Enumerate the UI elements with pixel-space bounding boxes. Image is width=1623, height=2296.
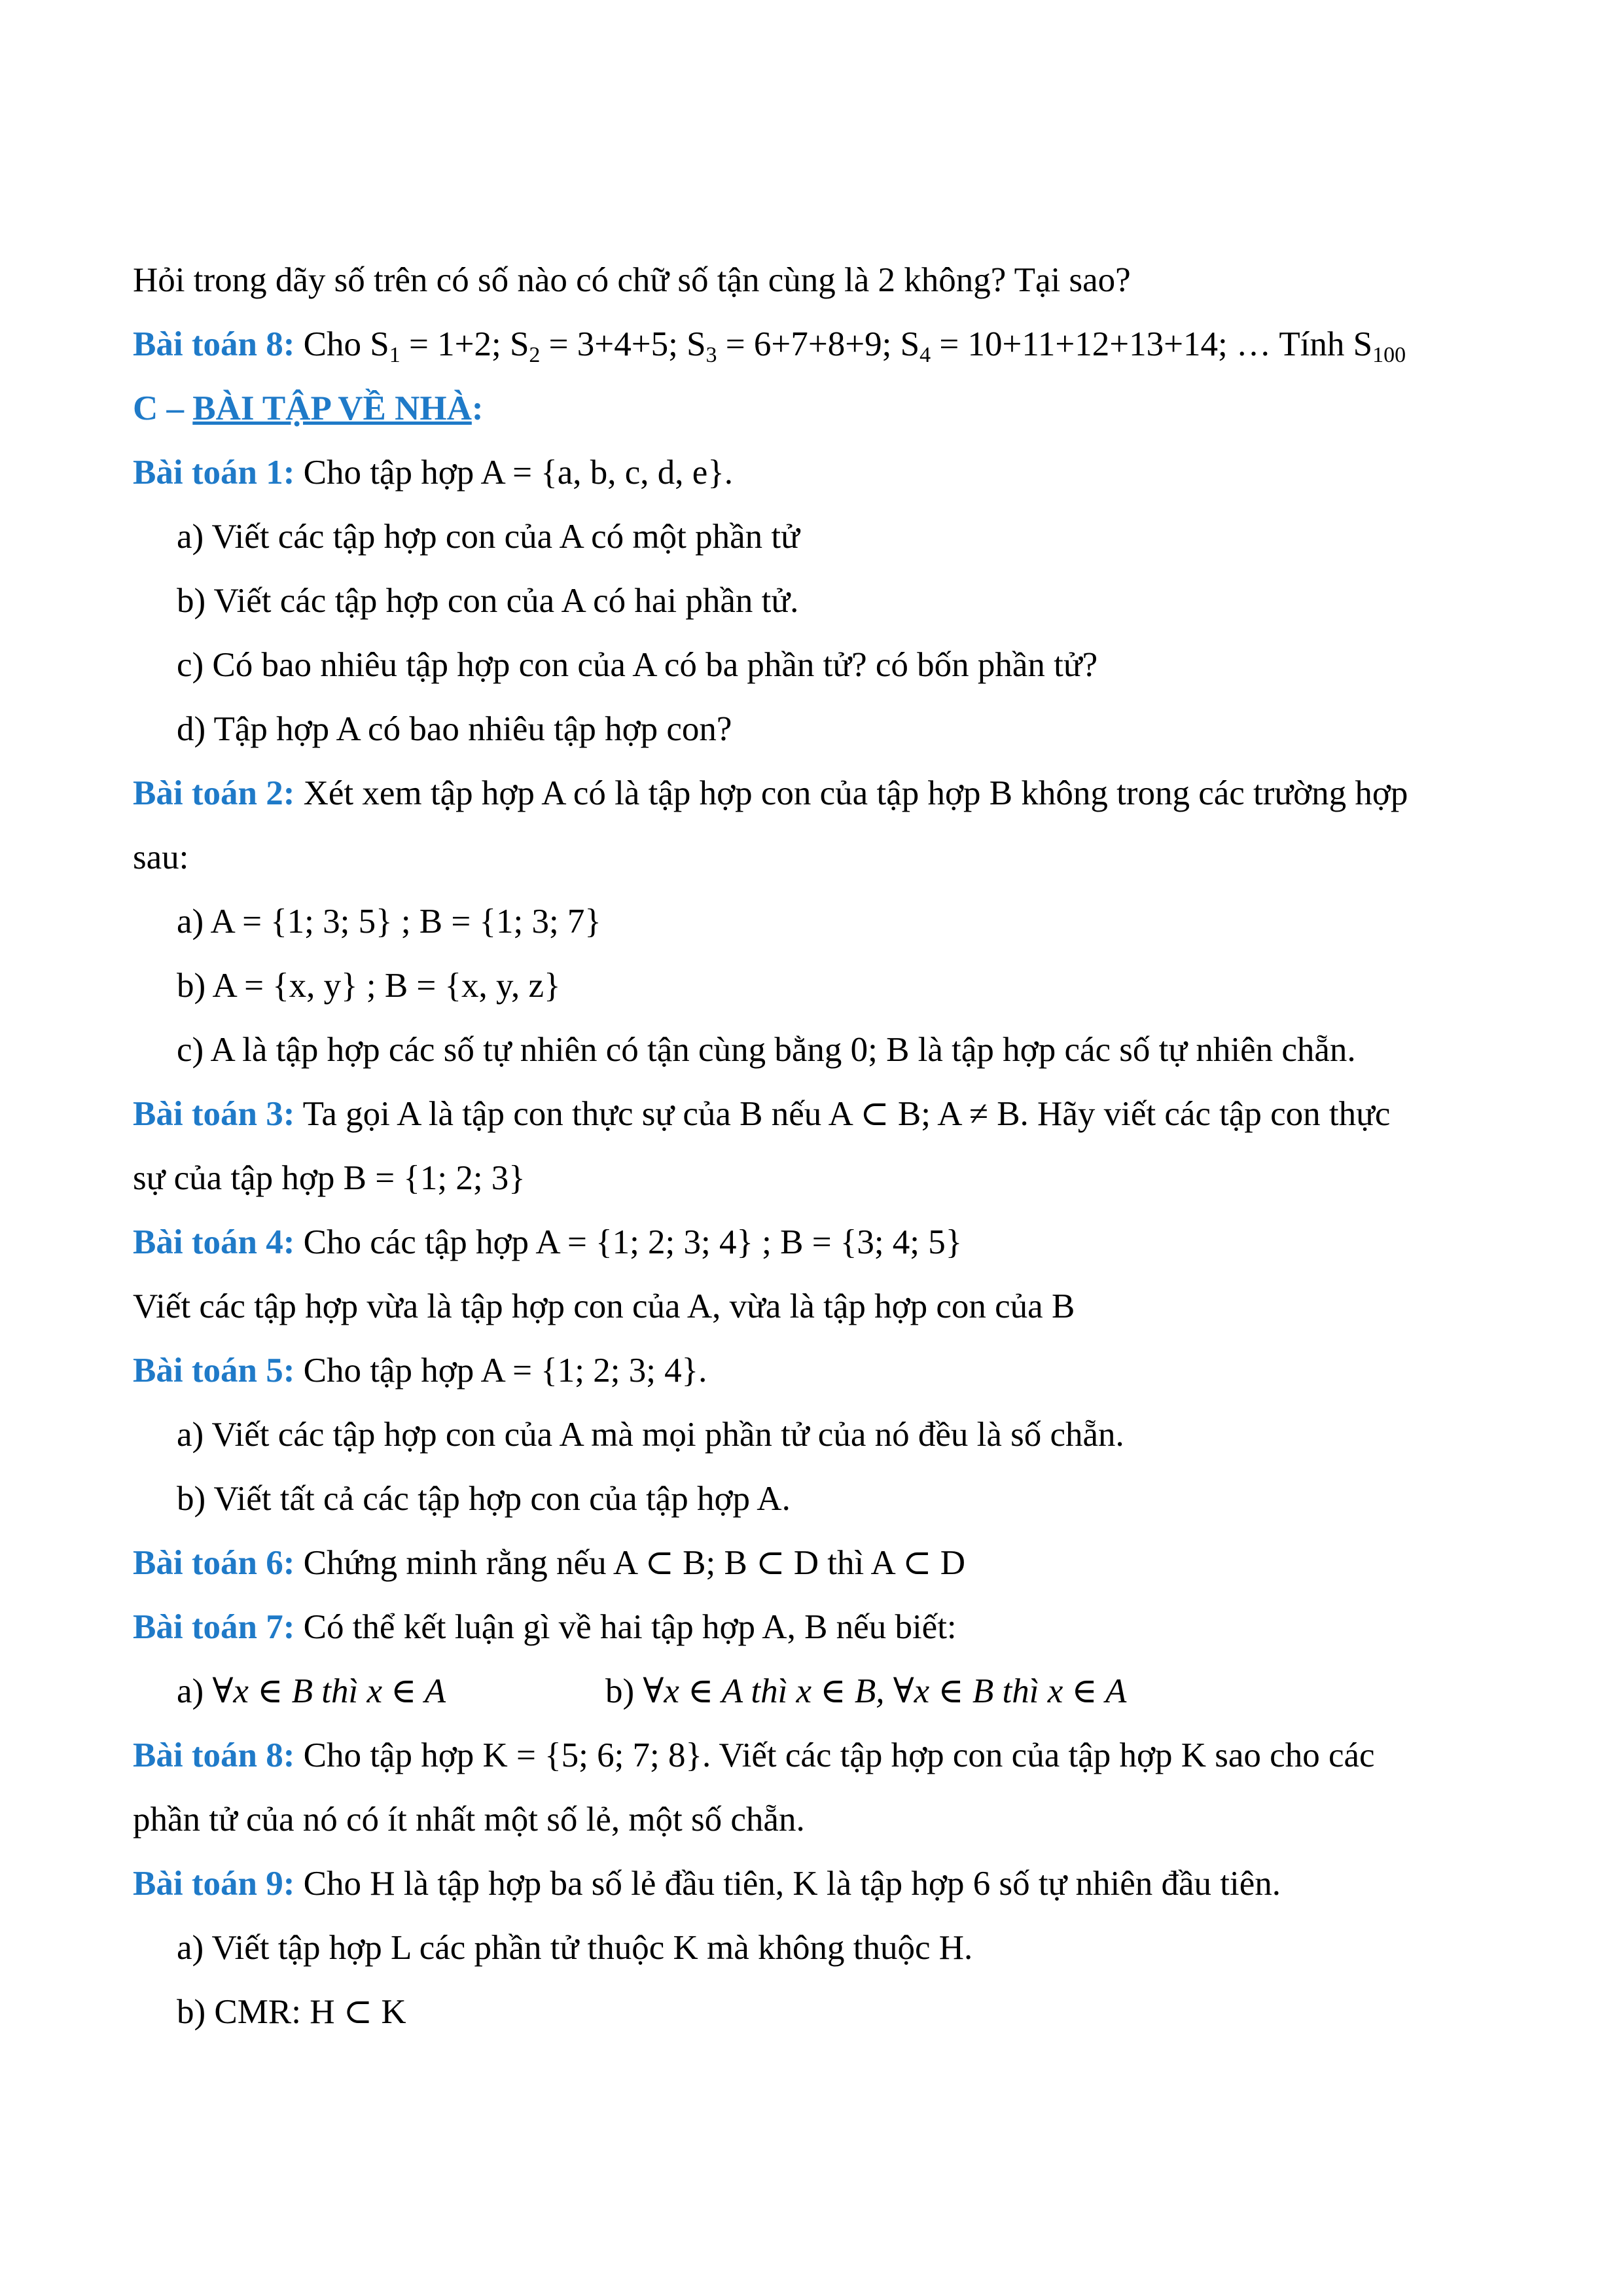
problem-label: Bài toán 5: <box>133 1352 295 1390</box>
problem-text: Cho tập hợp A = {1; 2; 3; 4}. <box>294 1352 707 1390</box>
problem-7 <box>133 1606 957 1648</box>
subscript: 2 <box>529 343 541 367</box>
section-heading <box>133 387 484 429</box>
problem-text: Cho các tập hợp A = {1; 2; 3; 4} ; B = {3; 4; 5} <box>294 1223 963 1261</box>
problem-2-c: c) A là tập hợp các số tự nhiên có tận cùng bằng 0; B là tập hợp các số tự nhiên chẵn. <box>177 1031 1356 1069</box>
problem-7-b <box>605 1670 1126 1712</box>
problem-1 <box>133 452 733 493</box>
problem-2-a: a) A = {1; 3; 5} ; B = {1; 3; 7} <box>177 903 601 941</box>
text-fragment: = 6+7+8+9; S <box>717 325 920 363</box>
problem-3 <box>133 1093 1390 1135</box>
problem-9-b: b) CMR: H ⊂ K <box>177 1993 406 2031</box>
text-fragment: = 3+4+5; S <box>540 325 706 363</box>
problem-text: Chứng minh rằng nếu A ⊂ B; B ⊂ D thì A ⊂ D <box>294 1544 966 1582</box>
problem-text: Cho H là tập hợp ba số lẻ đầu tiên, K là tập hợp 6 số tự nhiên đầu tiên. <box>294 1865 1281 1903</box>
problem-5 <box>133 1350 707 1391</box>
item-prefix: b) <box>605 1672 643 1710</box>
problem-text: Xét xem tập hợp A có là tập hợp con của tập hợp B không trong các trường hợp <box>294 774 1408 812</box>
text-fragment: = 1+2; S <box>400 325 529 363</box>
text-fragment: = 10+11+12+13+14; … Tính S <box>931 325 1373 363</box>
problem-9-a: a) Viết tập hợp L các phần tử thuộc K mà không thuộc H. <box>177 1929 973 1967</box>
problem-text: Có thể kết luận gì về hai tập hợp A, B nếu biết: <box>294 1608 957 1646</box>
section-prefix: C – <box>133 389 193 427</box>
problem-8-cont: phần tử của nó có ít nhất một số lẻ, một số chẵn. <box>133 1801 805 1839</box>
section-title: BÀI TẬP VỀ NHÀ <box>192 389 472 427</box>
subscript: 100 <box>1372 343 1406 367</box>
problem-label: Bài toán 8: <box>133 1736 295 1774</box>
problem-label: Bài toán 1: <box>133 454 295 492</box>
problem-label: Bài toán 8: <box>133 325 295 363</box>
problem-5-b: b) Viết tất cả các tập hợp con của tập hợp A. <box>177 1480 791 1518</box>
subscript: 1 <box>389 343 401 367</box>
subscript: 4 <box>919 343 931 367</box>
problem-3-cont: sự của tập hợp B = {1; 2; 3} <box>133 1159 526 1197</box>
math-expression: ∀x ∈ A thì x ∈ B, ∀x ∈ B thì x ∈ A <box>643 1672 1127 1710</box>
problem-text: Cho tập hợp A = {a, b, c, d, e}. <box>294 454 734 492</box>
intro-question: Hỏi trong dãy số trên có số nào có chữ số tận cùng là 2 không? Tại sao? <box>133 261 1131 299</box>
problem-text: Ta gọi A là tập con thực sự của B nếu A ⊂ B; A ≠ B. Hãy viết các tập con thực <box>294 1095 1391 1133</box>
problem-9 <box>133 1863 1281 1905</box>
problem-1-b: b) Viết các tập hợp con của A có hai phần tử. <box>177 582 799 620</box>
problem-4 <box>133 1221 962 1263</box>
subscript: 3 <box>705 343 717 367</box>
problem-label: Bài toán 4: <box>133 1223 295 1261</box>
problem-4-cont: Viết các tập hợp vừa là tập hợp con của A, vừa là tập hợp con của B <box>133 1287 1075 1325</box>
problem-label: Bài toán 7: <box>133 1608 295 1646</box>
problem-2-b: b) A = {x, y} ; B = {x, y, z} <box>177 967 561 1005</box>
problem-8 <box>133 1734 1375 1776</box>
problem-1-d: d) Tập hợp A có bao nhiêu tập hợp con? <box>177 710 732 748</box>
problem-label: Bài toán 9: <box>133 1865 295 1903</box>
problem-1-a: a) Viết các tập hợp con của A có một phần tử <box>177 518 800 556</box>
problem-label: Bài toán 2: <box>133 774 295 812</box>
problem-2 <box>133 772 1408 814</box>
text-fragment: Cho S <box>294 325 389 363</box>
problem-label: Bài toán 6: <box>133 1544 295 1582</box>
prev-problem-8 <box>133 323 1406 365</box>
problem-5-a: a) Viết các tập hợp con của A mà mọi phần tử của nó đều là số chẵn. <box>177 1416 1124 1454</box>
problem-1-c: c) Có bao nhiêu tập hợp con của A có ba phần tử? có bốn phần tử? <box>177 646 1098 684</box>
problem-2-cont: sau: <box>133 838 189 876</box>
problem-label: Bài toán 3: <box>133 1095 295 1133</box>
math-expression: ∀x ∈ B thì x ∈ A <box>212 1672 446 1710</box>
problem-text: Cho tập hợp K = {5; 6; 7; 8}. Viết các tập hợp con của tập hợp K sao cho các <box>294 1736 1375 1774</box>
item-prefix: a) <box>177 1672 213 1710</box>
problem-6 <box>133 1542 965 1584</box>
problem-7-a <box>177 1670 446 1712</box>
section-colon: : <box>471 389 484 427</box>
